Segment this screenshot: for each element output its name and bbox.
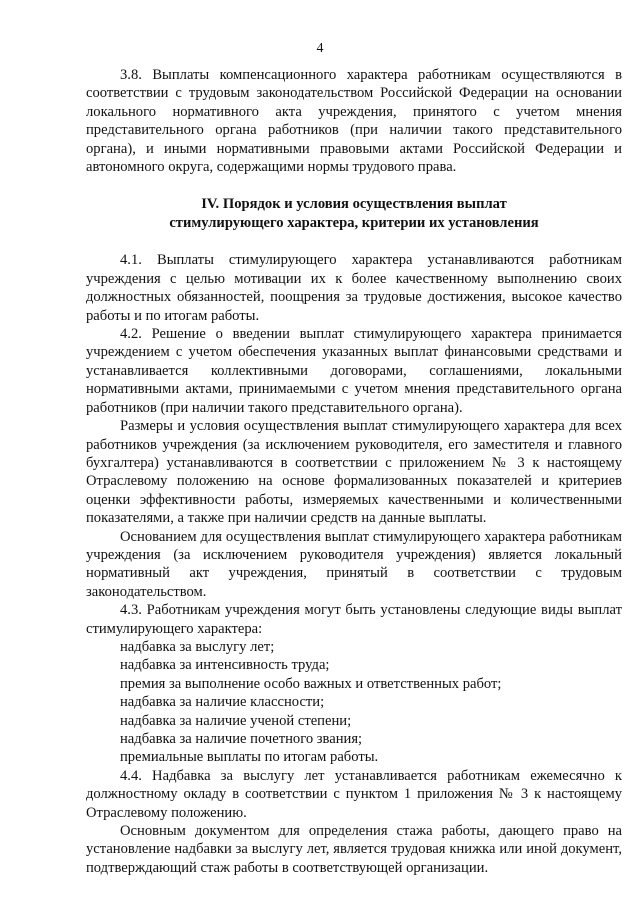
list-item: надбавка за наличие почетного звания; [120, 731, 363, 747]
paragraph-sizes: Размеры и условия осуществления выплат стимулирующего характера для всех работников учреждения (за исключением руководителя, его заместителя и главного бухгалтера) устанавливаются в соответствии с приложением № 3 к настоящему Отраслевому положению на основе формализованных показателей и критериев оценки эффективности работы, измеряемых качественными и количественными показателями, а также при наличии средств на данные выплаты. [86, 418, 622, 527]
paragraph-4-3: 4.3. Работникам учреждения могут быть установлены следующие виды выплат стимулирующего характера: [86, 602, 622, 637]
list-item: надбавка за наличие ученой степени; [120, 712, 352, 729]
list-item: надбавка за выслугу лет; [120, 638, 275, 655]
paragraph-4-1: 4.1. Выплаты стимулирующего характера устанавливаются работникам учреждения с целью мотивации их к более качественному выполнению своих должностных обязанностей, поощрения за трудовые достижения, высокое качество работы и по итогам работы. [86, 252, 622, 324]
section-title-line-2: стимулирующего характера, критерии их установления [169, 215, 539, 232]
list-item: надбавка за наличие классности; [120, 694, 325, 711]
list-item: премия за выполнение особо важных и ответственных работ; [120, 675, 502, 692]
paragraph-basis: Основанием для осуществления выплат стимулирующего характера работникам учреждения (за исключением руководителя учреждения) является локальный нормативный акт учреждения, принятый в соответствии с трудовым законодательством. [86, 528, 622, 600]
list-item: премиальные выплаты по итогам работы. [120, 749, 379, 766]
paragraph-main-document: Основным документом для определения стажа работы, дающего право на установление надбавки за выслугу лет, является трудовая книжка или иной документ, подтверждающий стаж работы в соответствующей организации. [86, 823, 622, 876]
section-title-line-1: IV. Порядок и условия осуществления выплат [201, 196, 507, 213]
section-heading [86, 195, 622, 233]
list-item: надбавка за интенсивность труда; [120, 657, 330, 674]
paragraph-4-4: 4.4. Надбавка за выслугу лет устанавливается работникам ежемесячно к должностному окладу в соответствии с пунктом 1 приложения № 3 к настоящему Отраслевому положению. [86, 767, 622, 821]
page-number: 4 [316, 41, 324, 56]
paragraph-3-8: 3.8. Выплаты компенсационного характера работникам осуществляются в соответствии с трудовым законодательством Российской Федерации на основании локального нормативного акта учреждения, принятого с учетом мнения представительного органа работников (при наличии такого представительного органа), и иными нормативными правовыми актами Российской Федерации и автономного округа, содержащими нормы трудового права. [86, 67, 622, 176]
payment-types-list [86, 638, 622, 767]
paragraph-4-2: 4.2. Решение о введении выплат стимулирующего характера принимается учреждением с учетом обеспечения указанных выплат финансовыми средствами и устанавливается коллективными договорами, соглашениями, локальными нормативными актами, принимаемыми с учетом мнения представительного органа работников (при наличии такого представительного органа). [86, 326, 622, 416]
document-body [86, 66, 622, 877]
